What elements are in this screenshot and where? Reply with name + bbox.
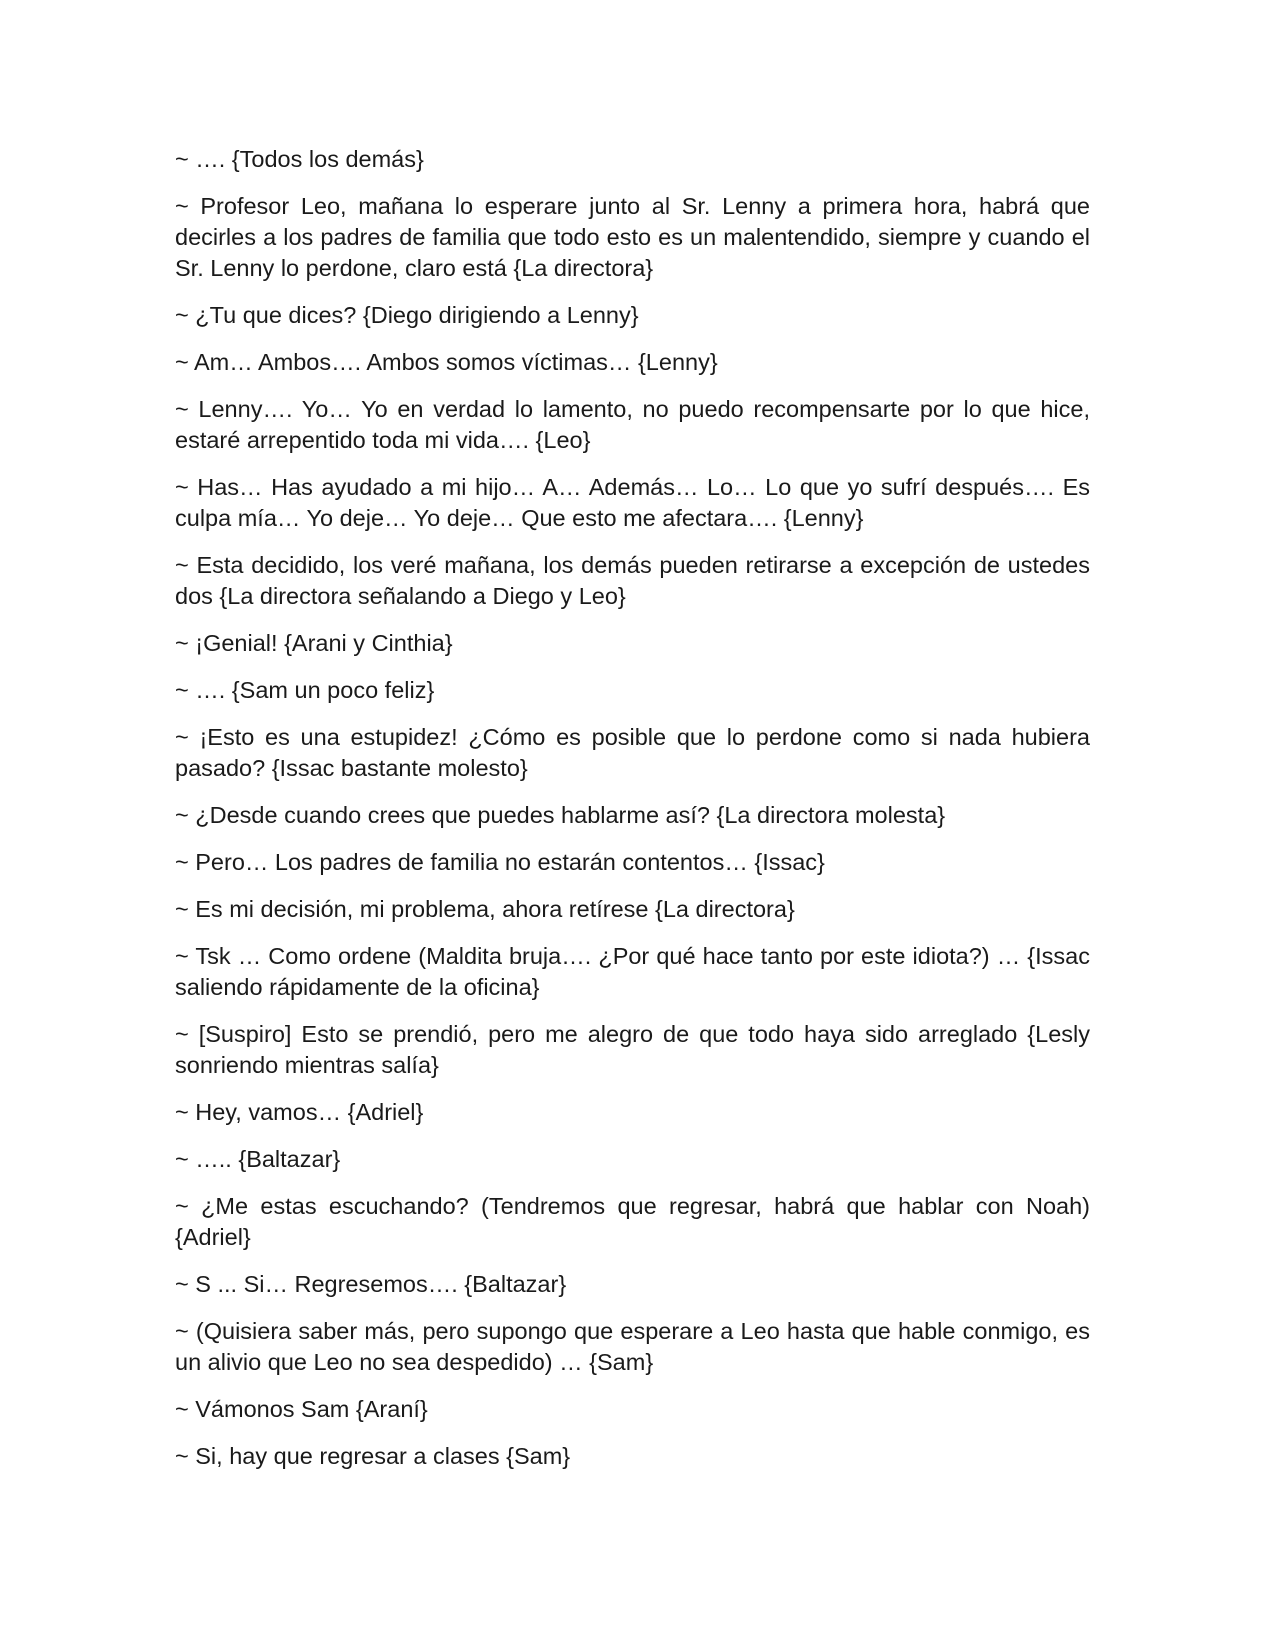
dialogue-line: ~ Si, hay que regresar a clases {Sam} bbox=[175, 1443, 571, 1469]
dialogue-line: ~ ¿Me estas escuchando? (Tendremos que regresar, habrá que hablar con Noah) {Adriel} bbox=[175, 1193, 1090, 1250]
dialogue-line: ~ …. {Todos los demás} bbox=[175, 146, 424, 172]
dialogue-line: ~ Am… Ambos…. Ambos somos víctimas… {Lenny} bbox=[175, 349, 718, 375]
dialogue-line: ~ (Quisiera saber más, pero supongo que esperare a Leo hasta que hable conmigo, es un alivio que Leo no sea despedido) … {Sam} bbox=[175, 1318, 1090, 1375]
dialogue-line: ~ Pero… Los padres de familia no estarán contentos… {Issac} bbox=[175, 849, 825, 875]
dialogue-line: ~ S ... Si… Regresemos…. {Baltazar} bbox=[175, 1271, 567, 1297]
dialogue-line: ~ Profesor Leo, mañana lo esperare junto al Sr. Lenny a primera hora, habrá que decirles a los padres de familia que todo esto es un malentendido, siempre y cuando el Sr. Lenny lo perdone, claro está {La directora} bbox=[175, 193, 1090, 281]
dialogue-line: ~ Has… Has ayudado a mi hijo… A… Además… Lo… Lo que yo sufrí después…. Es culpa mía… Yo deje… Yo deje… Que esto me afectara…. {Lenny} bbox=[175, 474, 1090, 531]
dialogue-line: ~ ….. {Baltazar} bbox=[175, 1146, 341, 1172]
dialogue-line: ~ ¿Tu que dices? {Diego dirigiendo a Lenny} bbox=[175, 302, 639, 328]
dialogue-line: ~ [Suspiro] Esto se prendió, pero me alegro de que todo haya sido arreglado {Lesly sonriendo mientras salía} bbox=[175, 1021, 1090, 1078]
dialogue-line: ~ Es mi decisión, mi problema, ahora retírese {La directora} bbox=[175, 896, 795, 922]
document-body bbox=[175, 144, 1090, 1488]
dialogue-line: ~ Esta decidido, los veré mañana, los demás pueden retirarse a excepción de ustedes dos {La directora señalando a Diego y Leo} bbox=[175, 552, 1090, 609]
dialogue-line: ~ Tsk … Como ordene (Maldita bruja…. ¿Por qué hace tanto por este idiota?) … {Issac saliendo rápidamente de la oficina} bbox=[175, 943, 1090, 1000]
dialogue-line: ~ ¡Genial! {Arani y Cinthia} bbox=[175, 630, 453, 656]
dialogue-line: ~ Hey, vamos… {Adriel} bbox=[175, 1099, 424, 1125]
dialogue-line: ~ ¡Esto es una estupidez! ¿Cómo es posible que lo perdone como si nada hubiera pasado? {Issac bastante molesto} bbox=[175, 724, 1090, 781]
dialogue-line: ~ Lenny…. Yo… Yo en verdad lo lamento, no puedo recompensarte por lo que hice, estaré arrepentido toda mi vida…. {Leo} bbox=[175, 396, 1090, 453]
dialogue-line: ~ Vámonos Sam {Araní} bbox=[175, 1396, 428, 1422]
dialogue-line: ~ ¿Desde cuando crees que puedes hablarme así? {La directora molesta} bbox=[175, 802, 946, 828]
dialogue-line: ~ …. {Sam un poco feliz} bbox=[175, 677, 435, 703]
